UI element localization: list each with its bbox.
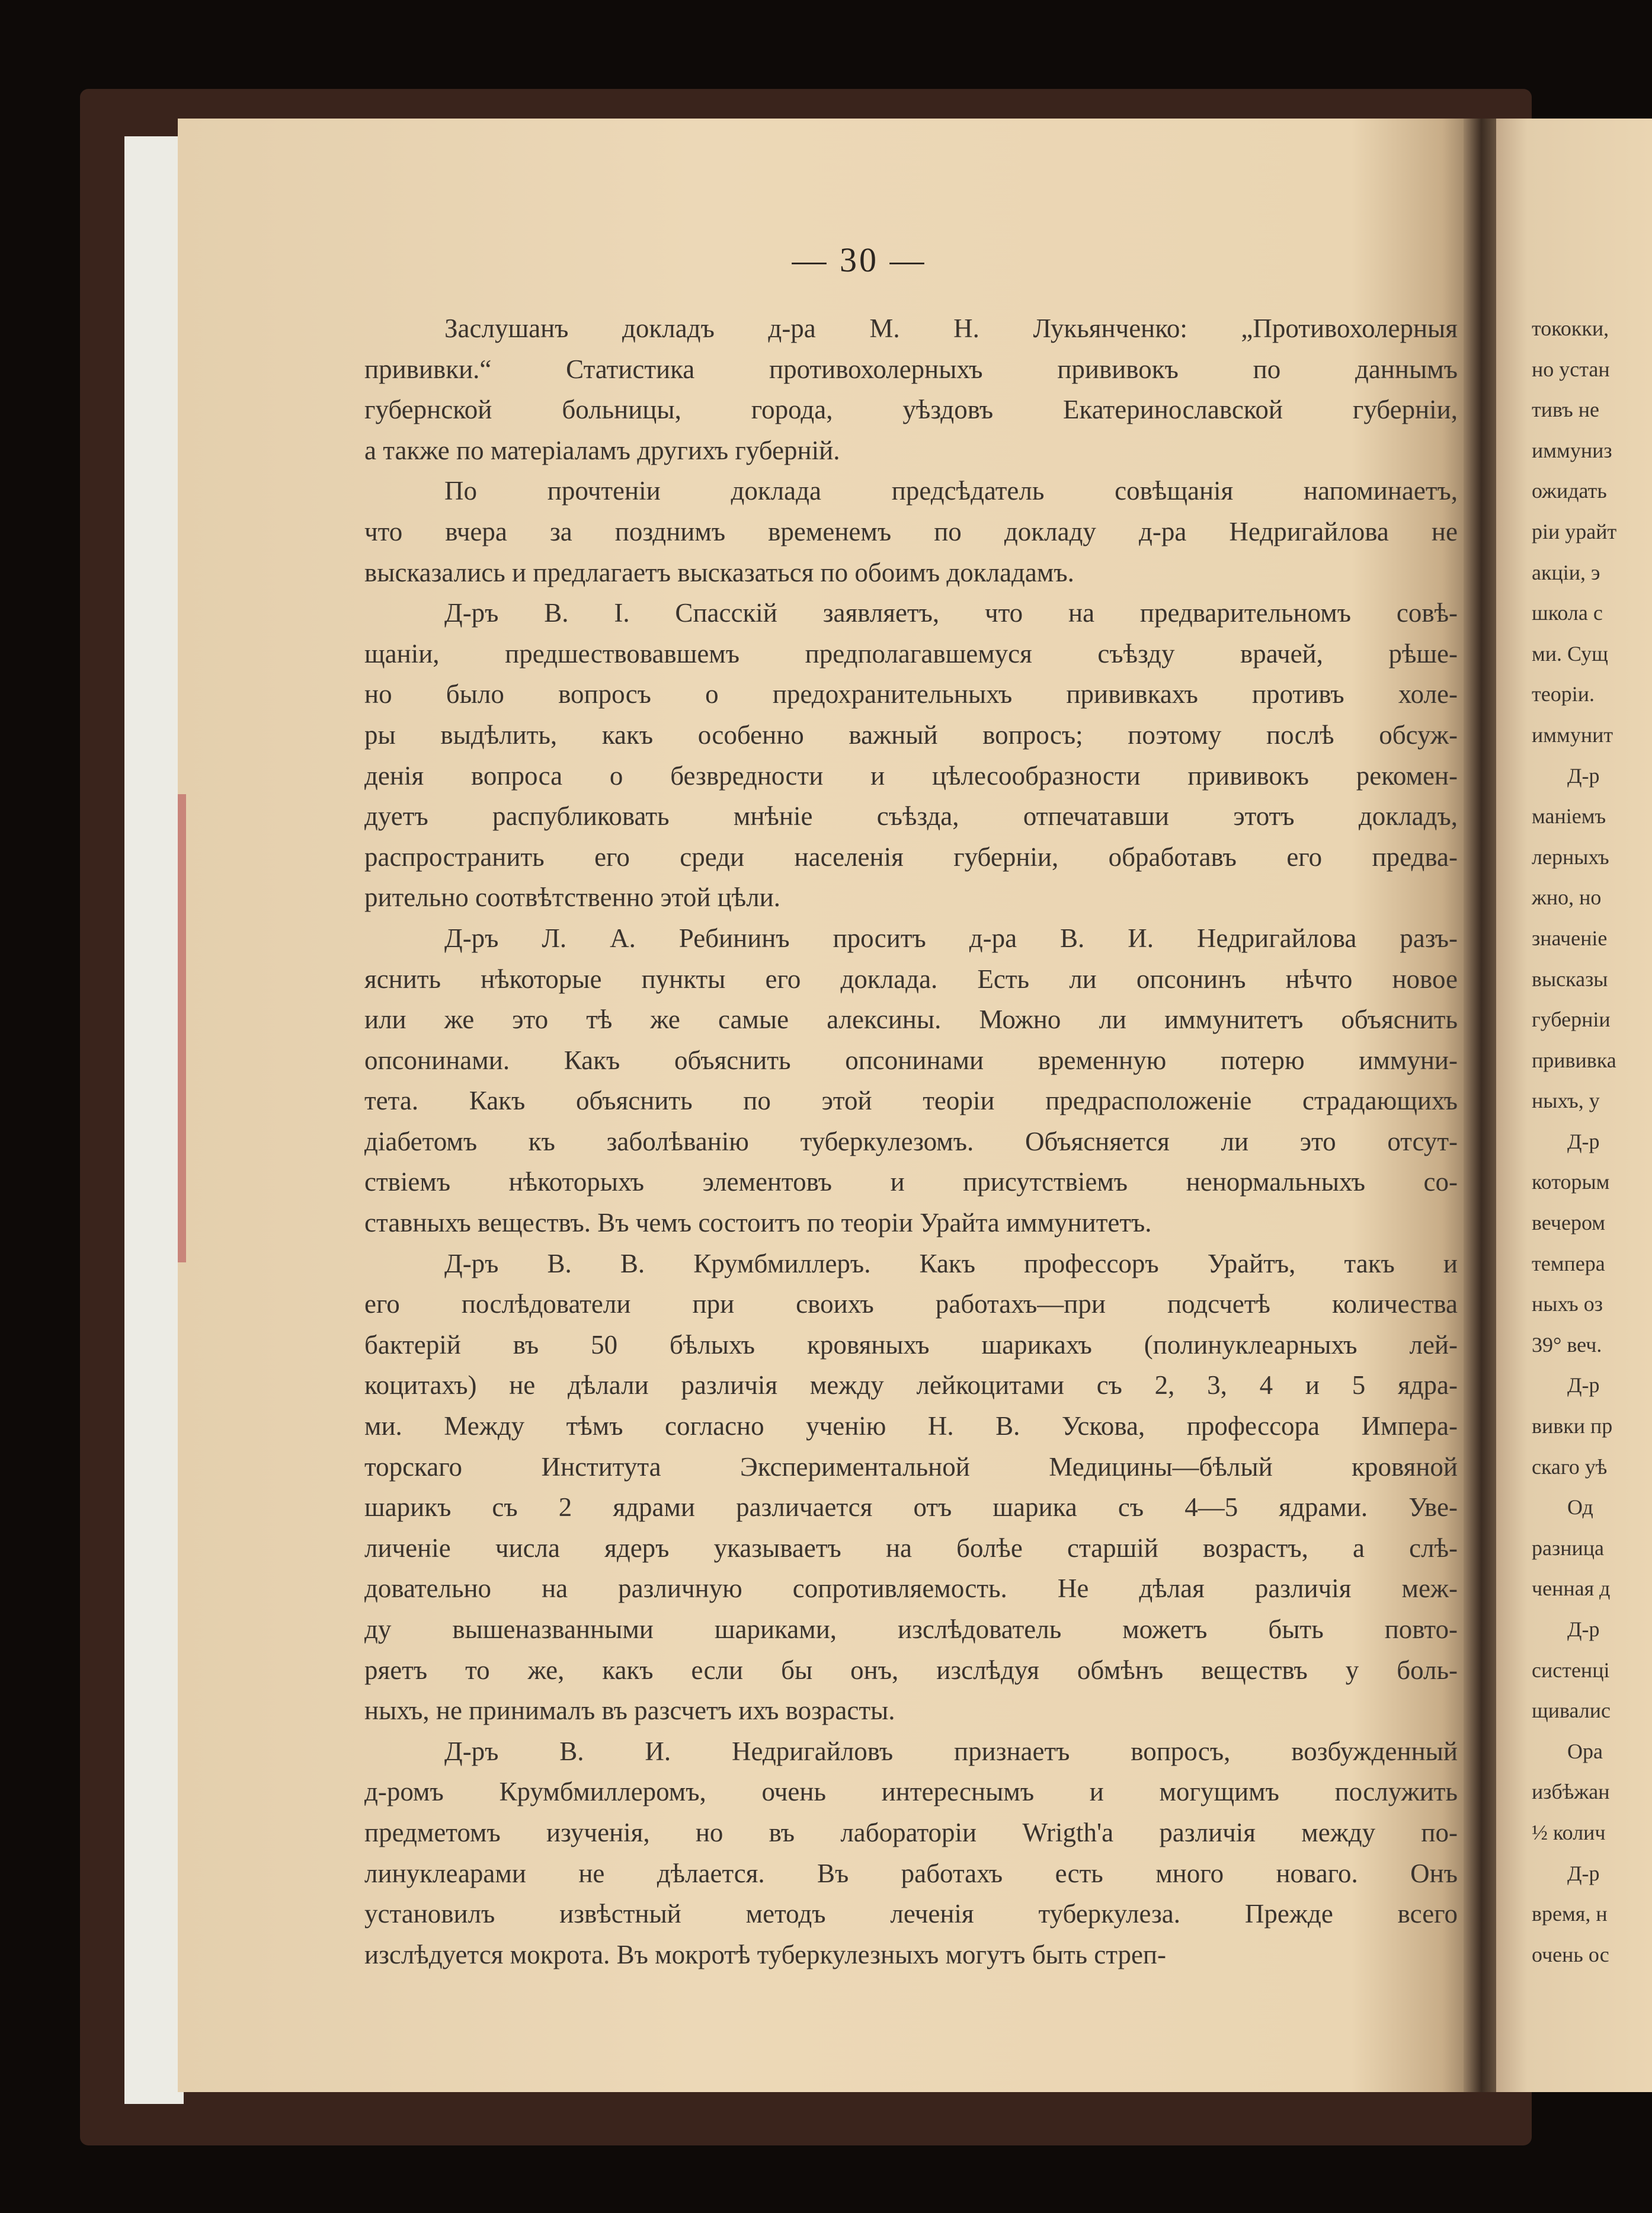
text-line: но было вопросъ о предохранительныхъ прививкахъ противъ холе- xyxy=(364,679,1458,709)
page-edge-stack xyxy=(124,136,184,2104)
text-line: распространить его среди населенія губерніи, обработавъ его предва- xyxy=(364,842,1458,872)
text-line: изслѣдуется мокрота. Въ мокротѣ туберкулезныхъ могутъ быть стреп- xyxy=(364,1939,1166,1969)
fragment-line: ми. Сущ xyxy=(1532,641,1608,666)
text-line: что вчера за позднимъ временемъ по докладу д-ра Недригайлова не xyxy=(364,516,1458,546)
fragment-line: Д-р xyxy=(1567,763,1600,788)
text-line: шарикъ съ 2 ядрами различается отъ шарика съ 4—5 ядрами. Уве- xyxy=(364,1492,1458,1523)
text-line: Д-ръ Л. А. Ребининъ проситъ д-ра В. И. Недригайлова разъ- xyxy=(444,923,1458,953)
fragment-line: вечером xyxy=(1532,1211,1606,1235)
text-line: предметомъ изученія, но въ лабораторіи Wrigth'а различія между по- xyxy=(364,1817,1458,1847)
fragment-line: тококки, xyxy=(1532,316,1609,340)
fragment-line: щивалис xyxy=(1532,1699,1611,1723)
fragment-line: акціи, э xyxy=(1532,560,1600,584)
text-line: щаніи, предшествовавшемъ предполагавшемуся съѣзду врачей, рѣше- xyxy=(364,638,1458,669)
fragment-line: которым xyxy=(1532,1170,1610,1194)
paragraph xyxy=(364,918,1458,1243)
page-body-text xyxy=(364,308,1458,1975)
fragment-line: скаго уѣ xyxy=(1532,1454,1608,1479)
page-number: — 30 — xyxy=(792,241,927,279)
text-line: Заслушанъ докладъ д-ра М. Н. Лукьянченко: „Противохолерныя xyxy=(444,314,1458,343)
paragraph xyxy=(364,593,1458,918)
text-line: губернской больницы, города, уѣздовъ Екатеринославской губерніи, xyxy=(364,395,1458,425)
text-line: д-ромъ Крумбмиллеромъ, очень интереснымъ и могущимъ послужить xyxy=(364,1777,1458,1807)
text-line: ры выдѣлить, какъ особенно важный вопросъ; поэтому послѣ обсуж- xyxy=(364,719,1458,750)
fragment-line: ченная д xyxy=(1532,1576,1611,1601)
paragraph xyxy=(364,308,1458,471)
text-line: дуетъ распубликовать мнѣніе съѣзда, отпечатавши этотъ докладъ, xyxy=(364,801,1458,832)
paragraph xyxy=(364,1243,1458,1731)
text-line: высказались и предлагаетъ высказаться по обоимъ докладамъ. xyxy=(364,557,1074,587)
text-line: ныхъ, не принималъ въ разсчетъ ихъ возрасты. xyxy=(364,1696,895,1726)
fragment-line: Ора xyxy=(1567,1739,1603,1763)
text-line: Д-ръ В. І. Спасскій заявляетъ, что на предварительномъ совѣ- xyxy=(444,598,1458,628)
fragment-line: Д-р xyxy=(1567,1129,1600,1153)
fragment-line: ½ колич xyxy=(1532,1820,1606,1844)
fragment-line: темпера xyxy=(1532,1251,1605,1275)
next-page-text-fragments xyxy=(1532,308,1652,1975)
fragment-line: иммунит xyxy=(1532,722,1613,747)
paragraph xyxy=(364,1731,1458,1975)
text-line: бактерій въ 50 бѣлыхъ кровяныхъ шарикахъ (полинуклеарныхъ лей- xyxy=(364,1329,1458,1360)
fragment-line: очень ос xyxy=(1532,1942,1609,1966)
text-line: торскаго Института Экспериментальной Медицины—бѣлый кровяной xyxy=(364,1451,1458,1482)
text-line: Д-ръ В. В. Крумбмиллеръ. Какъ профессоръ Урайтъ, такъ и xyxy=(444,1248,1458,1278)
fragment-line: Од xyxy=(1567,1495,1593,1520)
book-gutter xyxy=(1464,119,1499,2092)
fragment-line: Д-р xyxy=(1567,1861,1600,1885)
fragment-line: систенці xyxy=(1532,1658,1610,1682)
text-line: ставныхъ веществъ. Въ чемъ состоитъ по теоріи Урайта иммунитетъ. xyxy=(364,1208,1152,1238)
fragment-line: ныхъ оз xyxy=(1532,1292,1603,1316)
text-line: ми. Между тѣмъ согласно ученію Н. В. Ускова, профессора Импера- xyxy=(364,1411,1458,1441)
text-line: установилъ извѣстный методъ леченія туберкулеза. Прежде всего xyxy=(364,1899,1458,1929)
text-line: или же это тѣ же самые алексины. Можно ли иммунитетъ объяснить xyxy=(364,1005,1458,1035)
fragment-line: ныхъ, у xyxy=(1532,1089,1600,1113)
text-line: личеніе числа ядеръ указываетъ на болѣе старшій возрастъ, а слѣ- xyxy=(364,1533,1458,1563)
text-line: довательно на различную сопротивляемость. Не дѣлая различія меж- xyxy=(364,1574,1458,1604)
text-line: прививки.“ Статистика противохолерныхъ прививокъ по даннымъ xyxy=(364,354,1458,384)
fragment-line: разница xyxy=(1532,1536,1604,1560)
fragment-line: избѣжан xyxy=(1532,1780,1610,1804)
text-line: яснить нѣкоторые пункты его доклада. Есть ли опсонинъ нѣчто новое xyxy=(364,964,1458,994)
fragment-line: время, н xyxy=(1532,1902,1608,1926)
fragment-line: лерныхъ xyxy=(1532,845,1609,869)
fragment-line: теоріи. xyxy=(1532,682,1595,706)
text-line: діабетомъ къ заболѣванію туберкулезомъ. Объясняется ли это отсут- xyxy=(364,1126,1458,1156)
text-line: ряетъ то же, какъ если бы онъ, изслѣдуя обмѣнъ веществъ у боль- xyxy=(364,1655,1458,1685)
text-line: опсонинами. Какъ объяснить опсонинами временную потерю иммуни- xyxy=(364,1045,1458,1075)
text-line: ду вышеназванными шариками, изслѣдователь можетъ быть повто- xyxy=(364,1614,1458,1644)
text-line: коцитахъ) не дѣлали различія между лейкоцитами съ 2, 3, 4 и 5 ядра- xyxy=(364,1370,1458,1400)
fragment-line: Д-р xyxy=(1567,1373,1600,1397)
fragment-line: значеніе xyxy=(1532,926,1608,950)
text-line: денія вопроса о безвредности и цѣлесообразности прививокъ рекомен- xyxy=(364,760,1458,791)
text-line: рительно соотвѣтственно этой цѣли. xyxy=(364,882,781,913)
fragment-line: ріи урайт xyxy=(1532,519,1617,543)
fragment-line: Д-р xyxy=(1567,1617,1600,1641)
bookmark-strip xyxy=(178,794,186,1262)
text-line: По прочтеніи доклада предсѣдатель совѣщанія напоминаетъ, xyxy=(444,476,1458,506)
fragment-line: ожидать xyxy=(1532,479,1607,503)
text-line: ствіемъ нѣкоторыхъ элементовъ и присутствіемъ ненормальныхъ со- xyxy=(364,1167,1458,1197)
fragment-line: прививка xyxy=(1532,1048,1616,1072)
text-line: его послѣдователи при своихъ работахъ—при подсчетѣ количества xyxy=(364,1289,1458,1319)
text-line: а также по матеріаламъ другихъ губерній. xyxy=(364,435,840,465)
fragment-line: тивъ не xyxy=(1532,398,1599,422)
fragment-line: жно, но xyxy=(1532,885,1602,910)
fragment-line: но устан xyxy=(1532,357,1610,381)
fragment-line: школа с xyxy=(1532,601,1603,625)
fragment-line: иммуниз xyxy=(1532,438,1612,462)
text-line: линуклеарами не дѣлается. Въ работахъ есть много новаго. Онъ xyxy=(364,1858,1458,1888)
fragment-line: губерніи xyxy=(1532,1008,1611,1032)
fragment-line: 39° веч. xyxy=(1532,1332,1602,1357)
fragment-line: маніемъ xyxy=(1532,804,1606,829)
text-line: Д-ръ В. И. Недригайловъ признаетъ вопросъ, возбужденный xyxy=(444,1736,1458,1766)
paragraph xyxy=(364,471,1458,593)
fragment-line: высказы xyxy=(1532,967,1608,991)
text-line: тета. Какъ объяснить по этой теоріи предрасположеніе страдающихъ xyxy=(364,1086,1458,1116)
fragment-line: вивки пр xyxy=(1532,1414,1613,1438)
